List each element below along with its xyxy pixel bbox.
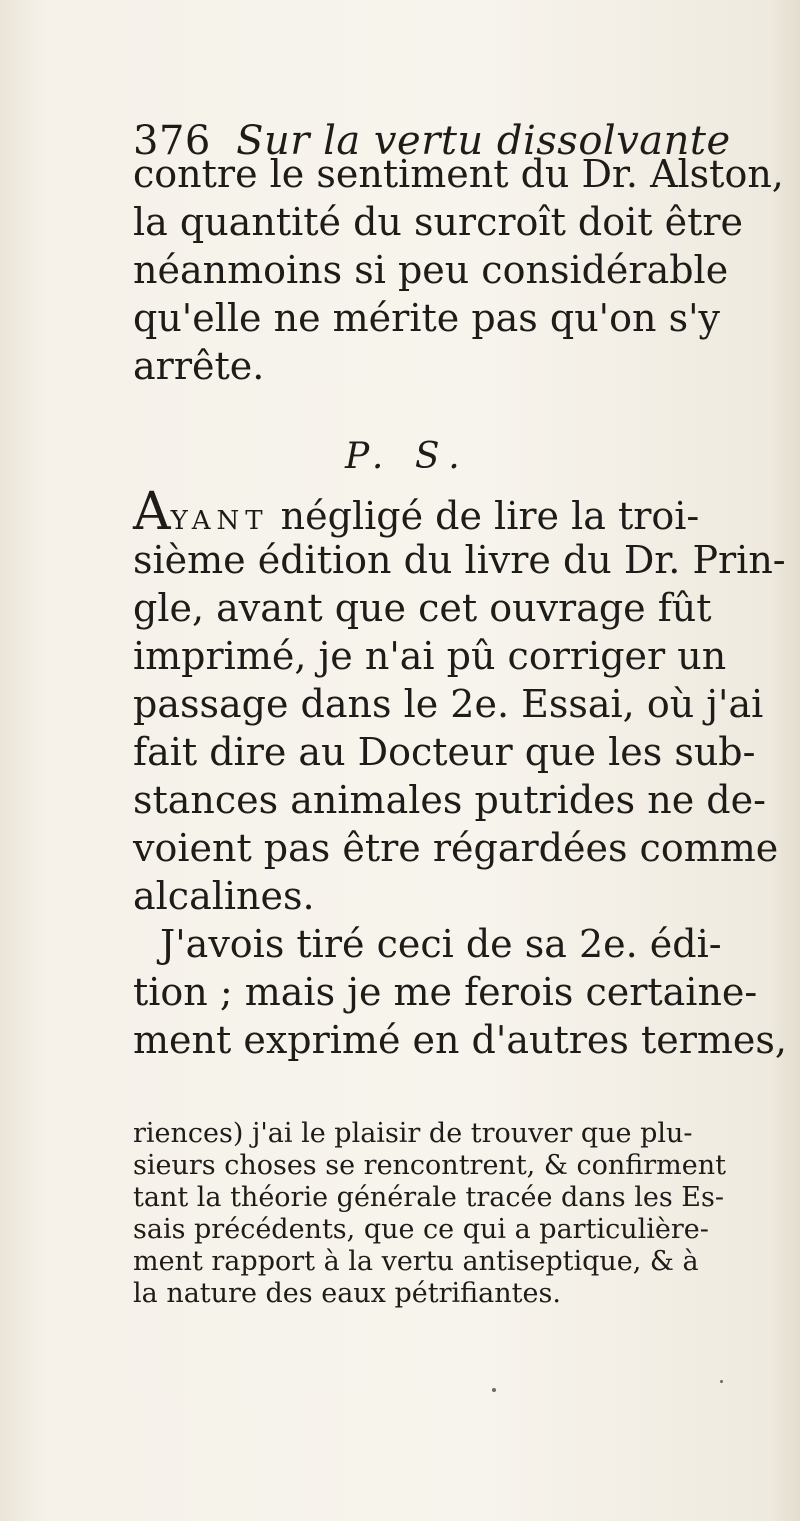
paragraph-3 <box>133 920 800 1064</box>
text-line: gle, avant que cet ouvrage fût <box>133 586 712 630</box>
text-line: la quantité du surcroît doit être <box>133 200 744 244</box>
text-line: J'avois tiré ceci de sa 2e. édi- <box>160 922 722 966</box>
footnote-line: sieurs choses se rencontrent, & confirment <box>133 1150 726 1181</box>
text-line: arrête. <box>133 344 265 388</box>
text-line: ment exprimé en d'autres termes, <box>133 1018 787 1062</box>
footnote-line: ment rapport à la vertu antiseptique, & à <box>133 1246 699 1277</box>
text-line: tion ; mais je me ferois certaine- <box>133 970 758 1014</box>
text-line: contre le sentiment du Dr. Alston, <box>133 152 784 196</box>
text-line: fait dire au Docteur que les sub- <box>133 730 756 774</box>
text-line: voient pas être régardées comme <box>133 826 779 870</box>
running-title: Sur la vertu dissolvante <box>236 118 731 164</box>
text-line: alcalines. <box>133 874 315 918</box>
text-line: stances animales putrides ne de- <box>133 778 766 822</box>
footnote-line: sais précédents, que ce qui a particulière- <box>133 1214 709 1245</box>
text-line: qu'elle ne mérite pas qu'on s'y <box>133 296 720 340</box>
footnote-line: la nature des eaux pétrifiantes. <box>133 1278 561 1309</box>
paper-speck <box>492 1388 496 1392</box>
text-line <box>133 482 783 542</box>
text-line: néanmoins si peu considérable <box>133 248 729 292</box>
first-line-rest: négligé de lire la troi- <box>268 494 700 538</box>
text-line: imprimé, je n'ai pû corriger un <box>133 634 727 678</box>
page-number: 376 <box>133 118 211 164</box>
drop-cap: A <box>133 482 171 542</box>
footnote-line: tant la théorie générale tracée dans les Es- <box>133 1182 724 1213</box>
paragraph-1 <box>133 150 783 390</box>
small-caps-word: YANT <box>170 506 269 536</box>
text-line: sième édition du livre du Dr. Prin- <box>133 538 786 582</box>
postscript-label: P. S. <box>345 436 470 477</box>
text-line: passage dans le 2e. Essai, où j'ai <box>133 682 764 726</box>
paper-speck <box>720 1380 723 1383</box>
paragraph-2 <box>133 482 786 920</box>
footnote-line: riences) j'ai le plaisir de trouver que plu- <box>133 1118 693 1149</box>
footnote <box>133 1118 793 1310</box>
